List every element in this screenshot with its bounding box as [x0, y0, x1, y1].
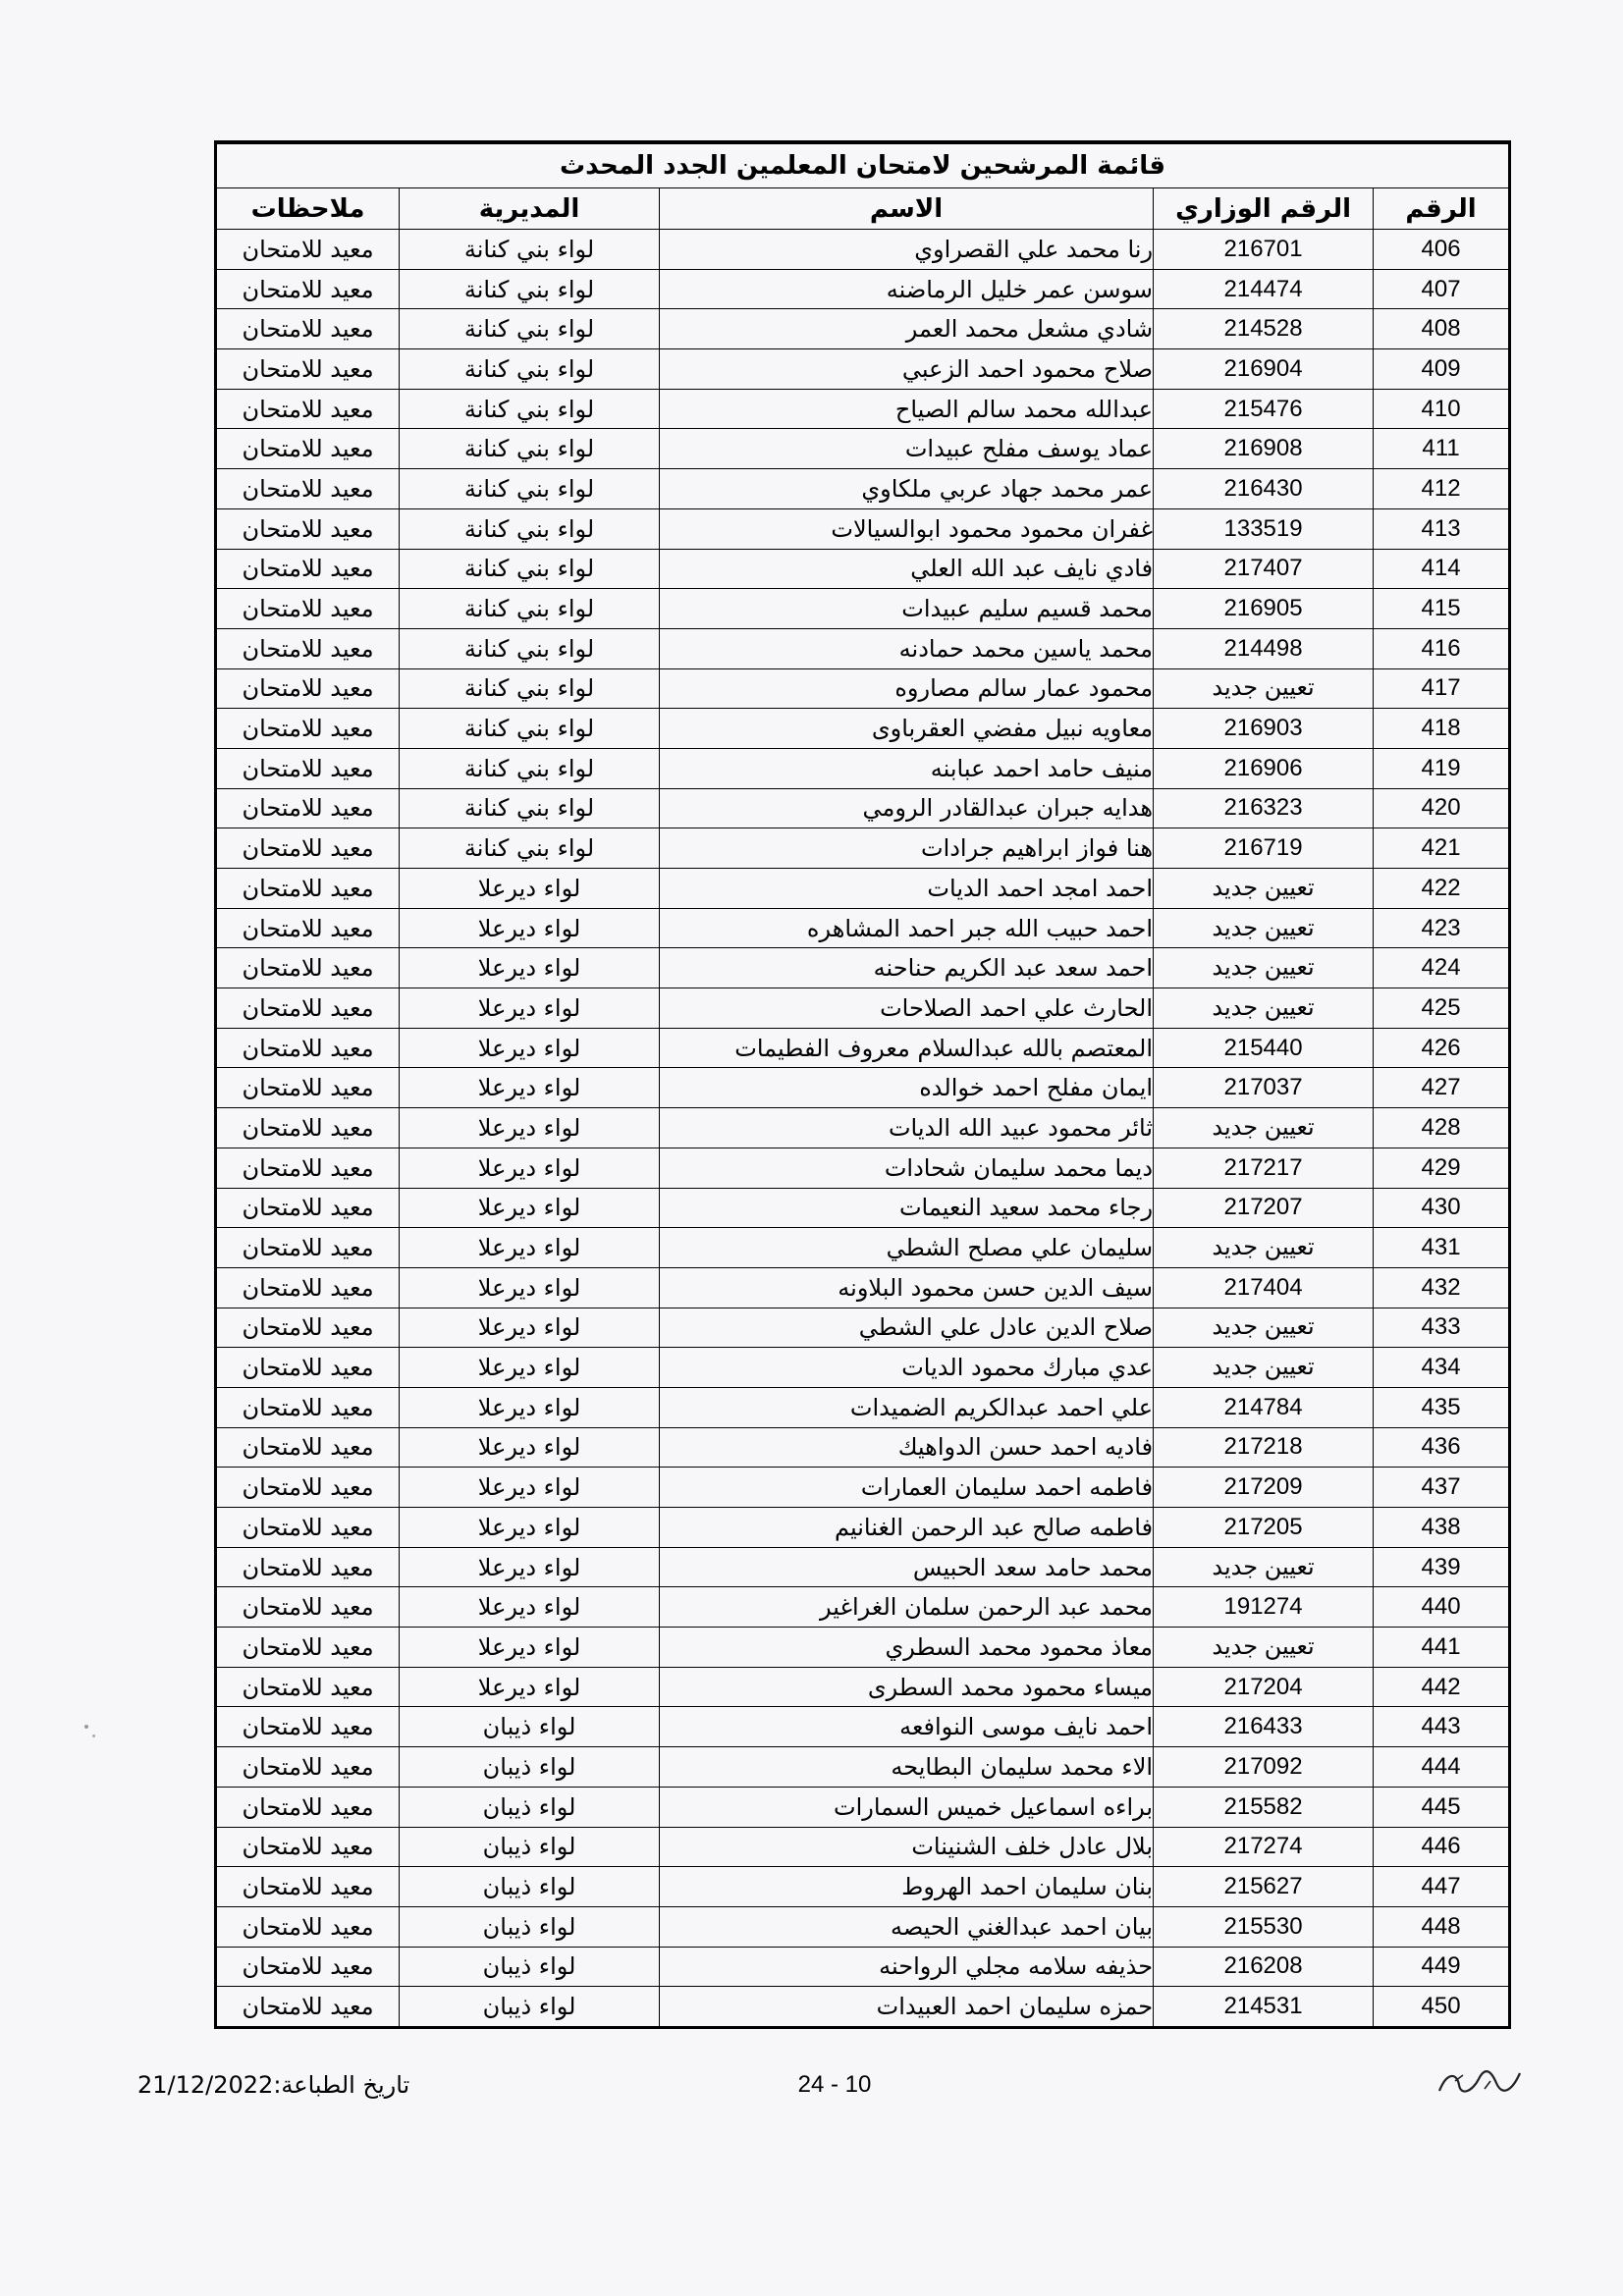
table-row — [216, 668, 1510, 709]
candidate-name: محمد عبد الرحمن سلمان الغراغير — [660, 1587, 1154, 1628]
directorate: لواء ديرعلا — [400, 948, 660, 988]
directorate: لواء ديرعلا — [400, 1028, 660, 1068]
table-row — [216, 349, 1510, 390]
directorate: لواء ديرعلا — [400, 1387, 660, 1427]
ministry-id: تعيين جديد — [1154, 988, 1374, 1029]
ministry-id: 216719 — [1154, 828, 1374, 869]
candidate-name: حذيفه سلامه مجلي الرواحنه — [660, 1947, 1154, 1987]
ministry-id: 217404 — [1154, 1267, 1374, 1308]
ministry-id: 217274 — [1154, 1827, 1374, 1867]
row-number: 426 — [1374, 1028, 1510, 1068]
notes: معيد للامتحان — [216, 1148, 400, 1188]
directorate: لواء ديرعلا — [400, 1108, 660, 1148]
table-row — [216, 948, 1510, 988]
table-row — [216, 1587, 1510, 1628]
row-number: 418 — [1374, 709, 1510, 749]
notes: معيد للامتحان — [216, 1068, 400, 1108]
ministry-id: تعيين جديد — [1154, 1348, 1374, 1388]
candidate-name: احمد امجد احمد الديات — [660, 869, 1154, 909]
directorate: لواء ذيبان — [400, 1747, 660, 1788]
notes: معيد للامتحان — [216, 709, 400, 749]
header-directorate: المديرية — [400, 188, 660, 230]
ministry-id: 216904 — [1154, 349, 1374, 390]
candidates-table — [214, 140, 1511, 2029]
row-number: 421 — [1374, 828, 1510, 869]
row-number: 413 — [1374, 508, 1510, 549]
ministry-id: 215476 — [1154, 389, 1374, 429]
notes: معيد للامتحان — [216, 1667, 400, 1707]
notes: معيد للامتحان — [216, 349, 400, 390]
directorate: لواء بني كنانة — [400, 230, 660, 270]
table-row — [216, 1188, 1510, 1228]
row-number: 412 — [1374, 469, 1510, 509]
row-number: 442 — [1374, 1667, 1510, 1707]
row-number: 424 — [1374, 948, 1510, 988]
notes: معيد للامتحان — [216, 589, 400, 629]
candidate-name: سليمان علي مصلح الشطي — [660, 1228, 1154, 1268]
row-number: 429 — [1374, 1148, 1510, 1188]
notes: معيد للامتحان — [216, 1947, 400, 1987]
notes: معيد للامتحان — [216, 1267, 400, 1308]
table-row — [216, 549, 1510, 589]
notes: معيد للامتحان — [216, 309, 400, 349]
notes: معيد للامتحان — [216, 1787, 400, 1827]
row-number: 444 — [1374, 1747, 1510, 1788]
directorate: لواء ذيبان — [400, 1707, 660, 1747]
directorate: لواء بني كنانة — [400, 549, 660, 589]
table-row — [216, 429, 1510, 469]
ministry-id: تعيين جديد — [1154, 1228, 1374, 1268]
table-row — [216, 628, 1510, 668]
notes: معيد للامتحان — [216, 628, 400, 668]
table-row — [216, 1308, 1510, 1348]
table-row — [216, 1148, 1510, 1188]
row-number: 417 — [1374, 668, 1510, 709]
directorate: لواء ديرعلا — [400, 1267, 660, 1308]
candidate-name: عمر محمد جهاد عربي ملكاوي — [660, 469, 1154, 509]
ministry-id: 216323 — [1154, 788, 1374, 828]
notes: معيد للامتحان — [216, 1547, 400, 1587]
candidate-name: فاطمه احمد سليمان العمارات — [660, 1468, 1154, 1508]
notes: معيد للامتحان — [216, 1028, 400, 1068]
ministry-id: 217209 — [1154, 1468, 1374, 1508]
notes: معيد للامتحان — [216, 1587, 400, 1628]
candidate-name: هنا فواز ابراهيم جرادات — [660, 828, 1154, 869]
directorate: لواء ديرعلا — [400, 1228, 660, 1268]
ministry-id: 215440 — [1154, 1028, 1374, 1068]
candidate-name: سوسن عمر خليل الرماضنه — [660, 269, 1154, 309]
ministry-id: 133519 — [1154, 508, 1374, 549]
table-row — [216, 389, 1510, 429]
candidate-name: محمود عمار سالم مصاروه — [660, 668, 1154, 709]
header-ministry-id: الرقم الوزاري — [1154, 188, 1374, 230]
directorate: لواء ديرعلا — [400, 988, 660, 1029]
table-row — [216, 469, 1510, 509]
notes: معيد للامتحان — [216, 869, 400, 909]
header-name: الاسم — [660, 188, 1154, 230]
row-number: 436 — [1374, 1427, 1510, 1468]
directorate: لواء ذيبان — [400, 1827, 660, 1867]
ministry-id: 215627 — [1154, 1867, 1374, 1907]
notes: معيد للامتحان — [216, 389, 400, 429]
table-row — [216, 1387, 1510, 1427]
candidate-name: بلال عادل خلف الشنينات — [660, 1827, 1154, 1867]
scan-speck — [84, 1725, 88, 1729]
candidate-name: علي احمد عبدالكريم الضميدات — [660, 1387, 1154, 1427]
table-row — [216, 1906, 1510, 1947]
row-number: 408 — [1374, 309, 1510, 349]
candidate-name: بيان احمد عبدالغني الحيصه — [660, 1906, 1154, 1947]
row-number: 433 — [1374, 1308, 1510, 1348]
row-number: 407 — [1374, 269, 1510, 309]
candidate-name: غفران محمود محمود ابوالسيالات — [660, 508, 1154, 549]
print-date: تاريخ الطباعة:21/12/2022 — [137, 2071, 410, 2099]
ministry-id: 217205 — [1154, 1508, 1374, 1548]
candidate-name: فادي نايف عبد الله العلي — [660, 549, 1154, 589]
candidate-name: محمد ياسين محمد حمادنه — [660, 628, 1154, 668]
directorate: لواء ديرعلا — [400, 869, 660, 909]
directorate: لواء بني كنانة — [400, 628, 660, 668]
notes: معيد للامتحان — [216, 908, 400, 948]
directorate: لواء بني كنانة — [400, 668, 660, 709]
directorate: لواء بني كنانة — [400, 429, 660, 469]
ministry-id: 214531 — [1154, 1987, 1374, 2028]
notes: معيد للامتحان — [216, 508, 400, 549]
notes: معيد للامتحان — [216, 788, 400, 828]
notes: معيد للامتحان — [216, 1987, 400, 2028]
ministry-id: 217407 — [1154, 549, 1374, 589]
ministry-id: تعيين جديد — [1154, 1547, 1374, 1587]
notes: معيد للامتحان — [216, 748, 400, 788]
ministry-id: 217204 — [1154, 1667, 1374, 1707]
row-number: 438 — [1374, 1508, 1510, 1548]
row-number: 445 — [1374, 1787, 1510, 1827]
directorate: لواء ذيبان — [400, 1906, 660, 1947]
directorate: لواء بني كنانة — [400, 389, 660, 429]
table-row — [216, 1547, 1510, 1587]
row-number: 430 — [1374, 1188, 1510, 1228]
row-number: 427 — [1374, 1068, 1510, 1108]
directorate: لواء ذيبان — [400, 1987, 660, 2028]
directorate: لواء ذيبان — [400, 1947, 660, 1987]
candidate-name: صلاح الدين عادل علي الشطي — [660, 1308, 1154, 1348]
directorate: لواء بني كنانة — [400, 788, 660, 828]
notes: معيد للامتحان — [216, 828, 400, 869]
table-row — [216, 1867, 1510, 1907]
table-row — [216, 1508, 1510, 1548]
ministry-id: 216208 — [1154, 1947, 1374, 1987]
row-number: 432 — [1374, 1267, 1510, 1308]
directorate: لواء ديرعلا — [400, 1068, 660, 1108]
notes: معيد للامتحان — [216, 1308, 400, 1348]
notes: معيد للامتحان — [216, 269, 400, 309]
table-row — [216, 1747, 1510, 1788]
ministry-id: 191274 — [1154, 1587, 1374, 1628]
row-number: 431 — [1374, 1228, 1510, 1268]
candidate-name: محمد حامد سعد الحبيس — [660, 1547, 1154, 1587]
ministry-id: 216433 — [1154, 1707, 1374, 1747]
candidate-name: ميساء محمود محمد السطرى — [660, 1667, 1154, 1707]
notes: معيد للامتحان — [216, 1427, 400, 1468]
directorate: لواء ديرعلا — [400, 1587, 660, 1628]
directorate: لواء ديرعلا — [400, 1547, 660, 1587]
directorate: لواء بني كنانة — [400, 469, 660, 509]
candidate-name: الاء محمد سليمان البطايحه — [660, 1747, 1154, 1788]
ministry-id: 217207 — [1154, 1188, 1374, 1228]
table-row — [216, 1228, 1510, 1268]
table-row — [216, 1667, 1510, 1707]
row-number: 416 — [1374, 628, 1510, 668]
candidate-name: عماد يوسف مفلح عبيدات — [660, 429, 1154, 469]
candidate-name: معاذ محمود محمد السطري — [660, 1628, 1154, 1668]
directorate: لواء بني كنانة — [400, 589, 660, 629]
notes: معيد للامتحان — [216, 668, 400, 709]
row-number: 449 — [1374, 1947, 1510, 1987]
notes: معيد للامتحان — [216, 1508, 400, 1548]
candidate-name: فاديه احمد حسن الدواهيك — [660, 1427, 1154, 1468]
directorate: لواء بني كنانة — [400, 269, 660, 309]
table-row — [216, 230, 1510, 270]
ministry-id: 214784 — [1154, 1387, 1374, 1427]
ministry-id: تعيين جديد — [1154, 869, 1374, 909]
table-body — [216, 230, 1510, 2028]
notes: معيد للامتحان — [216, 1827, 400, 1867]
directorate: لواء ديرعلا — [400, 1308, 660, 1348]
row-number: 415 — [1374, 589, 1510, 629]
notes: معيد للامتحان — [216, 1707, 400, 1747]
directorate: لواء ديرعلا — [400, 1628, 660, 1668]
table-row — [216, 828, 1510, 869]
header-number: الرقم — [1374, 188, 1510, 230]
notes: معيد للامتحان — [216, 1108, 400, 1148]
candidate-name: محمد قسيم سليم عبيدات — [660, 589, 1154, 629]
directorate: لواء ذيبان — [400, 1787, 660, 1827]
ministry-id: 216905 — [1154, 589, 1374, 629]
directorate: لواء ذيبان — [400, 1867, 660, 1907]
row-number: 450 — [1374, 1987, 1510, 2028]
table-row — [216, 1628, 1510, 1668]
candidate-name: صلاح محمود احمد الزعبي — [660, 349, 1154, 390]
ministry-id: 216908 — [1154, 429, 1374, 469]
table-row — [216, 1707, 1510, 1747]
table-row — [216, 1108, 1510, 1148]
directorate: لواء بني كنانة — [400, 828, 660, 869]
table-row — [216, 1468, 1510, 1508]
ministry-id: تعيين جديد — [1154, 668, 1374, 709]
table-row — [216, 788, 1510, 828]
notes: معيد للامتحان — [216, 1387, 400, 1427]
row-number: 409 — [1374, 349, 1510, 390]
notes: معيد للامتحان — [216, 1468, 400, 1508]
directorate: لواء بني كنانة — [400, 748, 660, 788]
candidate-name: فاطمه صالح عبد الرحمن الغنانيم — [660, 1508, 1154, 1548]
ministry-id: تعيين جديد — [1154, 1108, 1374, 1148]
ministry-id: 214498 — [1154, 628, 1374, 668]
directorate: لواء ديرعلا — [400, 1667, 660, 1707]
table-row — [216, 508, 1510, 549]
ministry-id: 214474 — [1154, 269, 1374, 309]
ministry-id: 214528 — [1154, 309, 1374, 349]
table-row — [216, 908, 1510, 948]
candidate-name: احمد حبيب الله جبر احمد المشاهره — [660, 908, 1154, 948]
table-row — [216, 988, 1510, 1029]
directorate: لواء ديرعلا — [400, 908, 660, 948]
ministry-id: تعيين جديد — [1154, 948, 1374, 988]
notes: معيد للامتحان — [216, 469, 400, 509]
candidate-name: بنان سليمان احمد الهروط — [660, 1867, 1154, 1907]
candidate-name: احمد نايف موسى النوافعه — [660, 1707, 1154, 1747]
candidates-table-wrap — [214, 140, 1508, 2029]
row-number: 422 — [1374, 869, 1510, 909]
table-row — [216, 869, 1510, 909]
table-row — [216, 1827, 1510, 1867]
page-number: 24 - 10 — [797, 2071, 872, 2098]
table-row — [216, 269, 1510, 309]
candidate-name: منيف حامد احمد عبابنه — [660, 748, 1154, 788]
table-row — [216, 309, 1510, 349]
ministry-id: تعيين جديد — [1154, 908, 1374, 948]
row-number: 437 — [1374, 1468, 1510, 1508]
candidate-name: هدايه جبران عبدالقادر الرومي — [660, 788, 1154, 828]
notes: معيد للامتحان — [216, 230, 400, 270]
directorate: لواء بني كنانة — [400, 309, 660, 349]
table-row — [216, 1987, 1510, 2028]
candidate-name: الحارث علي احمد الصلاحات — [660, 988, 1154, 1029]
table-row — [216, 1947, 1510, 1987]
notes: معيد للامتحان — [216, 1628, 400, 1668]
signature-mark — [1430, 2061, 1528, 2101]
row-number: 441 — [1374, 1628, 1510, 1668]
row-number: 440 — [1374, 1587, 1510, 1628]
table-title: قائمة المرشحين لامتحان المعلمين الجدد المحدث — [216, 142, 1510, 188]
candidate-name: المعتصم بالله عبدالسلام معروف الفطيمات — [660, 1028, 1154, 1068]
candidate-name: براءه اسماعيل خميس السمارات — [660, 1787, 1154, 1827]
ministry-id: 216701 — [1154, 230, 1374, 270]
candidate-name: عدي مبارك محمود الديات — [660, 1348, 1154, 1388]
ministry-id: 215582 — [1154, 1787, 1374, 1827]
table-row — [216, 589, 1510, 629]
table-row — [216, 1787, 1510, 1827]
directorate: لواء ديرعلا — [400, 1148, 660, 1188]
table-row — [216, 1427, 1510, 1468]
notes: معيد للامتحان — [216, 1906, 400, 1947]
ministry-id: 217218 — [1154, 1427, 1374, 1468]
directorate: لواء ديرعلا — [400, 1508, 660, 1548]
ministry-id: تعيين جديد — [1154, 1628, 1374, 1668]
notes: معيد للامتحان — [216, 948, 400, 988]
row-number: 448 — [1374, 1906, 1510, 1947]
table-row — [216, 1028, 1510, 1068]
directorate: لواء ديرعلا — [400, 1468, 660, 1508]
scan-speck — [92, 1735, 95, 1737]
ministry-id: 217217 — [1154, 1148, 1374, 1188]
ministry-id: 217037 — [1154, 1068, 1374, 1108]
header-notes: ملاحظات — [216, 188, 400, 230]
ministry-id: 216903 — [1154, 709, 1374, 749]
candidate-name: ديما محمد سليمان شحادات — [660, 1148, 1154, 1188]
notes: معيد للامتحان — [216, 549, 400, 589]
directorate: لواء بني كنانة — [400, 349, 660, 390]
row-number: 435 — [1374, 1387, 1510, 1427]
directorate: لواء ديرعلا — [400, 1427, 660, 1468]
candidate-name: ايمان مفلح احمد خوالده — [660, 1068, 1154, 1108]
row-number: 410 — [1374, 389, 1510, 429]
notes: معيد للامتحان — [216, 429, 400, 469]
candidate-name: رجاء محمد سعيد النعيمات — [660, 1188, 1154, 1228]
row-number: 447 — [1374, 1867, 1510, 1907]
row-number: 434 — [1374, 1348, 1510, 1388]
candidate-name: معاويه نبيل مفضي العقرباوى — [660, 709, 1154, 749]
notes: معيد للامتحان — [216, 1867, 400, 1907]
directorate: لواء ديرعلا — [400, 1188, 660, 1228]
row-number: 428 — [1374, 1108, 1510, 1148]
table-row — [216, 1267, 1510, 1308]
candidate-name: عبدالله محمد سالم الصياح — [660, 389, 1154, 429]
ministry-id: 216906 — [1154, 748, 1374, 788]
ministry-id: تعيين جديد — [1154, 1308, 1374, 1348]
row-number: 414 — [1374, 549, 1510, 589]
notes: معيد للامتحان — [216, 988, 400, 1029]
directorate: لواء بني كنانة — [400, 709, 660, 749]
table-row — [216, 1068, 1510, 1108]
candidate-name: حمزه سليمان احمد العبيدات — [660, 1987, 1154, 2028]
ministry-id: 216430 — [1154, 469, 1374, 509]
row-number: 406 — [1374, 230, 1510, 270]
row-number: 425 — [1374, 988, 1510, 1029]
row-number: 423 — [1374, 908, 1510, 948]
notes: معيد للامتحان — [216, 1228, 400, 1268]
directorate: لواء ديرعلا — [400, 1348, 660, 1388]
table-row — [216, 709, 1510, 749]
table-row — [216, 1348, 1510, 1388]
ministry-id: 215530 — [1154, 1906, 1374, 1947]
notes: معيد للامتحان — [216, 1747, 400, 1788]
ministry-id: 217092 — [1154, 1747, 1374, 1788]
candidate-name: احمد سعد عبد الكريم حناحنه — [660, 948, 1154, 988]
row-number: 443 — [1374, 1707, 1510, 1747]
directorate: لواء بني كنانة — [400, 508, 660, 549]
row-number: 411 — [1374, 429, 1510, 469]
candidate-name: رنا محمد علي القصراوي — [660, 230, 1154, 270]
candidate-name: ثائر محمود عبيد الله الديات — [660, 1108, 1154, 1148]
row-number: 439 — [1374, 1547, 1510, 1587]
row-number: 446 — [1374, 1827, 1510, 1867]
row-number: 419 — [1374, 748, 1510, 788]
notes: معيد للامتحان — [216, 1348, 400, 1388]
notes: معيد للامتحان — [216, 1188, 400, 1228]
table-row — [216, 748, 1510, 788]
candidate-name: شادي مشعل محمد العمر — [660, 309, 1154, 349]
candidate-name: سيف الدين حسن محمود البلاونه — [660, 1267, 1154, 1308]
row-number: 420 — [1374, 788, 1510, 828]
